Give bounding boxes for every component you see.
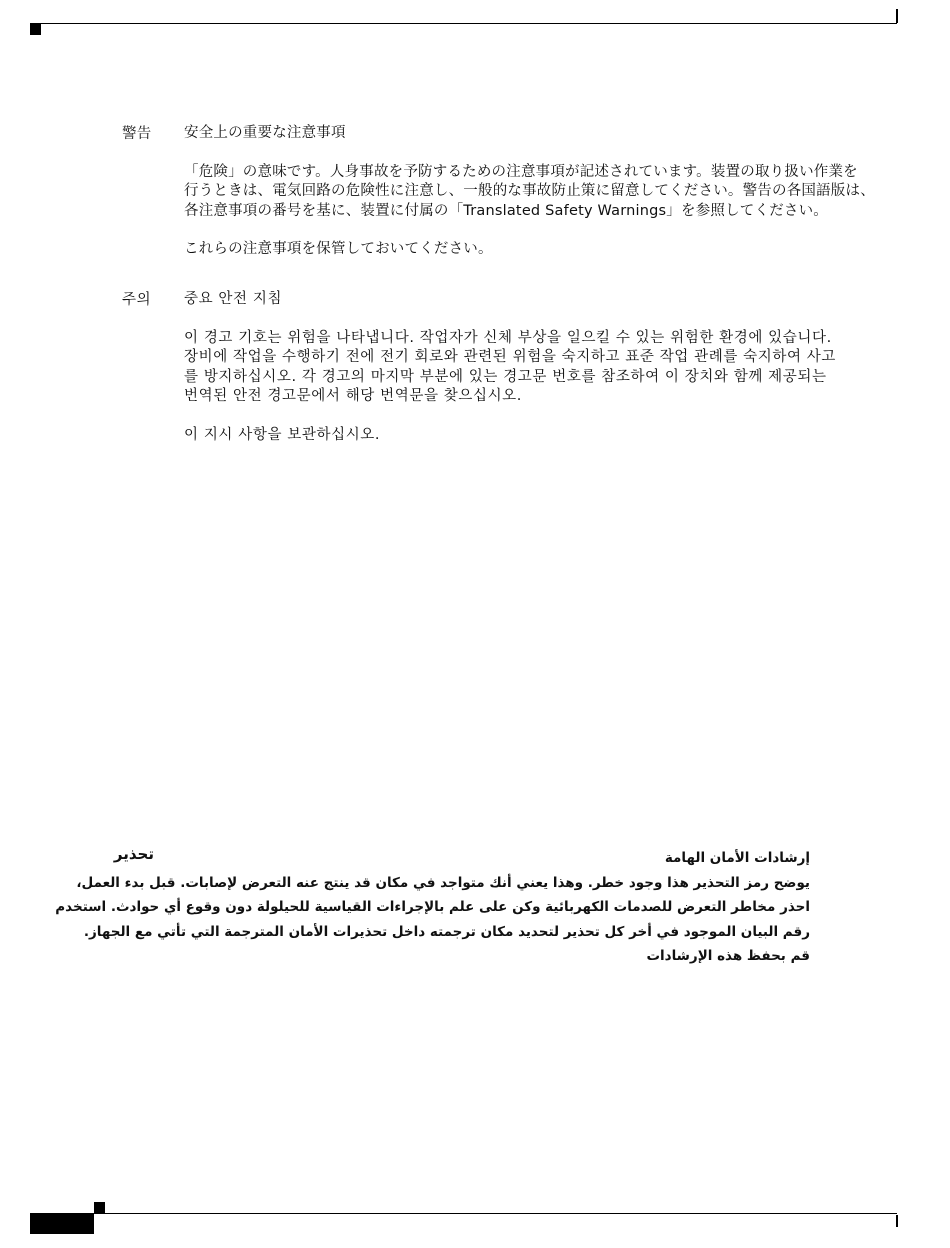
header-rule [30,23,897,24]
header-corner-marker [30,24,41,35]
warning-label-ko: 주의 [122,292,152,308]
warning-line-ja: 行うときは、電気回路の危険性に注意し、一般的な事故防止策に留意してください。警告の各国語版は、 [184,183,875,199]
warning-line-ar: احذر مخاطر التعرض للصدمات الكهربائية وكن على علم بالإجراءات القياسية للحيلولة دون وقوع أي حوادث. استخدم [55,899,810,915]
warning-line-ko: 장비에 작업을 수행하기 전에 전기 회로와 관련된 위험을 숙지하고 표준 작업 관례를 숙지하여 사고 [184,349,836,365]
warning-line-ja: 各注意事項の番号を基に、装置に付属の「Translated Safety Warnings」を参照してください。 [184,202,829,219]
footer-right-tick [896,1215,898,1227]
warning-body-ja [184,124,884,260]
warning-line-ar: رقم البيان الموجود في أخر كل تحذير لتحديد مكان ترجمته داخل تحذيرات الأمان المترجمة التي تأتي مع الجهاز. [83,923,810,940]
warning-line-ja: 「危険」の意味です。人身事故を予防するための注意事項が記述されています。装置の取り扱い作業を [184,163,858,180]
warning-heading-ja: 安全上の重要な注意事項 [184,125,346,141]
footer-corner-marker [94,1202,105,1213]
warning-line-ko: 번역된 안전 경고문에서 해당 번역문을 찾으십시오. [184,388,522,404]
warning-heading-ar: إرشادات الأمان الهامة [664,850,810,866]
header-right-tick [896,9,898,23]
warning-label-ar: تحذير [113,845,154,863]
footer-page-tab [30,1214,94,1234]
warning-line-ar: قم بحفظ هذه الإرشادات [646,948,810,964]
warning-line-ko: 를 방지하십시오. 각 경고의 마지막 부분에 있는 경고문 번호를 참조하여 이 장치와 함께 제공되는 [184,368,827,385]
footer-rule [30,1213,897,1214]
warning-line-ko: 이 경고 기호는 위험을 나타냅니다. 작업자가 신체 부상을 일으킬 수 있는 위험한 환경에 있습니다. [184,329,832,346]
warning-body-ar [55,846,810,969]
warning-closing-ko: 이 지시 사항을 보관하십시오. [184,426,381,443]
warning-line-ar: يوضح رمز التحذير هذا وجود خطر. وهذا يعني أنك متواجد في مكان قد ينتج عنه التعرض لإصابات. قبل بدء العمل، [76,874,810,891]
warning-closing-ja: これらの注意事項を保管しておいてください。 [184,241,493,257]
warning-body-ko [184,290,884,445]
warning-label-ja: 警告 [122,126,152,142]
warning-heading-ko: 중요 안전 지침 [184,291,283,307]
